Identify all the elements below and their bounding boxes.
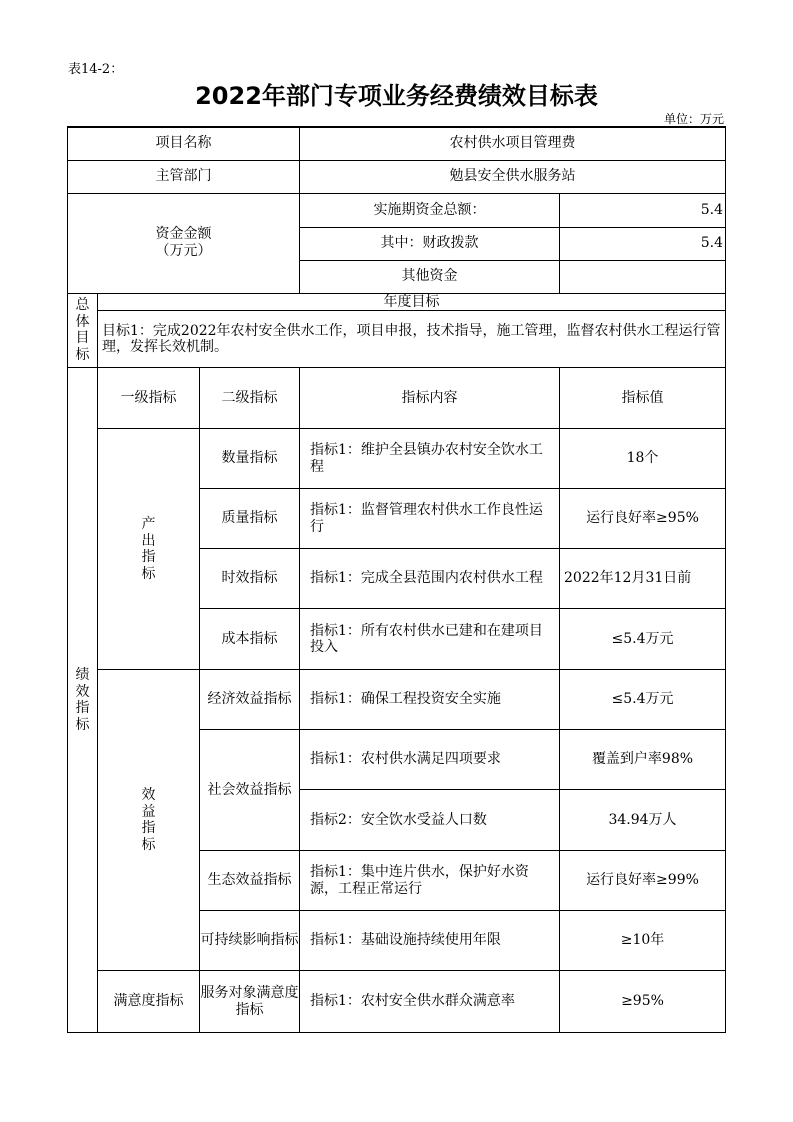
level2-cell: 时效指标: [200, 549, 300, 609]
level2-cell: 数量指标: [200, 429, 300, 489]
level2-cell: 质量指标: [200, 489, 300, 549]
project-name-value: 农村供水项目管理费: [300, 127, 726, 160]
table-number: 表14-2：: [68, 62, 124, 77]
unit-label: 单位：万元: [663, 112, 724, 126]
level2-cell: 服务对象满意度指标: [200, 971, 300, 1033]
level2-cell: 经济效益指标: [200, 670, 300, 730]
performance-target-table: [67, 126, 726, 1033]
content-cell: 指标1：农村供水满足四项要求: [300, 730, 560, 790]
fund-total-row: [68, 193, 726, 227]
project-name-label: 项目名称: [68, 127, 300, 160]
value-cell: ≤5.4万元: [560, 609, 726, 670]
value-cell: 运行良好率≥95%: [560, 489, 726, 549]
benefit-indicator-label: 效益指标: [98, 670, 200, 971]
value-cell: 18个: [560, 429, 726, 489]
indicator-header-row: [68, 368, 726, 429]
value-cell: 运行良好率≥99%: [560, 851, 726, 911]
department-row: [68, 160, 726, 193]
value-cell: ≥95%: [560, 971, 726, 1033]
content-cell: 指标1：农村安全供水群众满意率: [300, 971, 560, 1033]
value-cell: 2022年12月31日前: [560, 549, 726, 609]
annual-goal-header: 年度目标: [98, 293, 726, 311]
fund-label: 资金金额: [155, 226, 212, 243]
level2-cell: 成本指标: [200, 609, 300, 670]
department-label: 主管部门: [68, 160, 300, 193]
fiscal-fund-label: 其中：财政拨款: [300, 227, 560, 260]
performance-indicator-label: 绩效指标: [68, 368, 98, 1033]
annual-goal-text-row: [68, 311, 726, 368]
content-cell: 指标1：集中连片供水，保护好水资源，工程正常运行: [300, 851, 560, 911]
annual-goal-text: 目标1：完成2022年农村安全供水工作，项目申报，技术指导，施工管理，监督农村供水工程运行管理，发挥长效机制。: [98, 311, 726, 368]
value-cell: 34.94万人: [560, 790, 726, 851]
value-cell: ≤5.4万元: [560, 670, 726, 730]
other-fund-label: 其他资金: [300, 260, 560, 293]
content-cell: 指标1：确保工程投资安全实施: [300, 670, 560, 730]
content-cell: 指标1：所有农村供水已建和在建项目投入: [300, 609, 560, 670]
project-name-row: [68, 127, 726, 160]
fund-unit: （万元）: [155, 243, 212, 259]
level2-cell: 社会效益指标: [200, 730, 300, 851]
content-cell: 指标1：维护全县镇办农村安全饮水工程: [300, 429, 560, 489]
level1-header: 一级指标: [98, 368, 200, 429]
value-header: 指标值: [560, 368, 726, 429]
content-header: 指标内容: [300, 368, 560, 429]
table-row: [68, 971, 726, 1033]
page-title: 2022年部门专项业务经费绩效目标表: [195, 82, 598, 110]
level2-cell: 可持续影响指标: [200, 911, 300, 971]
content-cell: 指标1：完成全县范围内农村供水工程: [300, 549, 560, 609]
level2-cell: 生态效益指标: [200, 851, 300, 911]
overall-goal-label: 总体目标: [68, 293, 98, 368]
output-indicator-label: 产出指标: [98, 429, 200, 670]
value-cell: ≥10年: [560, 911, 726, 971]
department-value: 勉县安全供水服务站: [300, 160, 726, 193]
other-fund-value: [560, 260, 726, 293]
value-cell: 覆盖到户率98%: [560, 730, 726, 790]
total-fund-label: 实施期资金总额：: [300, 193, 560, 227]
satisfaction-indicator-label: 满意度指标: [98, 971, 200, 1033]
annual-goal-header-row: [68, 293, 726, 311]
fiscal-fund-value: 5.4: [560, 227, 726, 260]
table-row: [68, 429, 726, 489]
total-fund-value: 5.4: [560, 193, 726, 227]
level2-header: 二级指标: [200, 368, 300, 429]
content-cell: 指标1：基础设施持续使用年限: [300, 911, 560, 971]
content-cell: 指标2：安全饮水受益人口数: [300, 790, 560, 851]
fund-amount-label: [68, 193, 300, 293]
content-cell: 指标1：监督管理农村供水工作良性运行: [300, 489, 560, 549]
table-row: [68, 670, 726, 730]
